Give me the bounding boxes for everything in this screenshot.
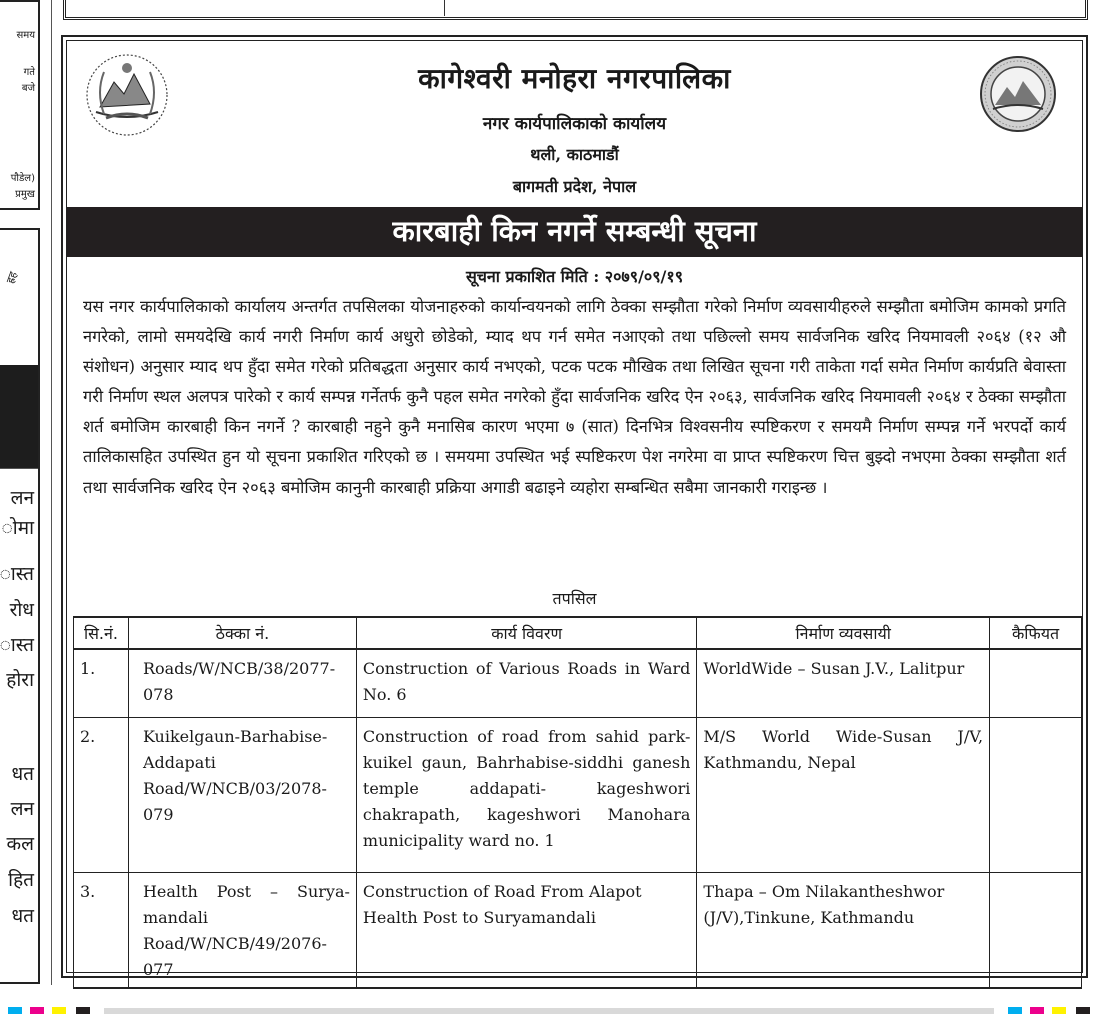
table-row: [74, 872, 1082, 988]
fragment-word: धत: [11, 905, 34, 927]
cell-contract-no: Kuikelgaun-Barhabise-Addapati Road/W/NCB/03/2078-079: [128, 717, 356, 872]
fragment-text: ह्रह: [3, 269, 20, 286]
cyan-mark: [8, 1007, 22, 1014]
table-row: [74, 649, 1082, 717]
column-header-remarks: कैफियत: [990, 617, 1082, 649]
cell-sn: 1.: [74, 649, 129, 717]
cell-contractor: WorldWide – Susan J.V., Lalitpur: [697, 649, 990, 717]
divider: [444, 0, 445, 16]
adjacent-column-clipped: [0, 0, 52, 985]
notice-title: कारबाही किन नगर्ने सम्बन्धी सूचना: [67, 207, 1082, 257]
fragment-word: लन: [10, 798, 34, 820]
fragment-word: धत: [11, 763, 34, 785]
public-notice: [61, 35, 1088, 978]
adjacent-notice-box: [0, 0, 40, 210]
cell-contract-no: Roads/W/NCB/38/2077-078: [128, 649, 356, 717]
published-date: सूचना प्रकाशित मिति : २०७९/०९/१९: [465, 267, 684, 286]
cell-contract-no: Health Post – Surya-mandali Road/W/NCB/49/2076-077: [128, 872, 356, 988]
dark-banner: [0, 365, 40, 468]
divider: [0, 468, 40, 469]
fragment-text: समय: [16, 30, 35, 41]
column-header-description: कार्य विवरण: [356, 617, 697, 649]
adjacent-article-box: [0, 228, 40, 984]
column-header-contract-no: ठेक्का नं.: [128, 617, 356, 649]
fragment-word: लन: [10, 487, 34, 509]
office-name: नगर कार्यपालिकाको कार्यालय: [482, 114, 667, 134]
fragment-word: ास्त: [0, 634, 34, 656]
table-header-row: [74, 617, 1082, 649]
cell-description: Construction of Road From Alapot Health Post to Suryamandali: [356, 872, 697, 988]
yellow-mark: [1052, 1007, 1066, 1014]
fragment-word: होरा: [6, 669, 34, 691]
cell-description: Construction of Various Roads in Ward No. 6: [356, 649, 697, 717]
print-registration-marks: [0, 1004, 1118, 1014]
fragment-word: रोध: [9, 599, 34, 621]
gray-bar: [104, 1008, 994, 1014]
notice-body: यस नगर कार्यपालिकाको कार्यालय अन्तर्गत तपसिलका योजनाहरुको कार्यान्वयनको लागि ठेक्का सम्झौता गरेको निर्माण व्यवसायीहरुले सम्झौता बमोजिम कामको प्रगति नगरेको, लामो समयदेखि कार्य नगरी निर्माण कार्य अधुरो छोडेको, म्याद थप गर्न समेत नआएको तथा पछिल्लो समय सार्वजनिक खरिद नियमावली २०६४ (१२ औ संशोधन) अनुसार म्याद थप हुँदा समेत गरेको प्रतिबद्धता अनुसार कार्य नभएको, पटक पटक मौखिक तथा लिखित सूचना गरी ताकेता गर्दा समेत निर्माण कार्यप्रति बेवास्ता गरी निर्माण स्थल अलपत्र पारेको र कार्य सम्पन्न गर्नेतर्फ कुनै पहल समेत नगरेको हुँदा सार्वजनिक खरिद ऐन २०६३, सार्वजनिक खरिद नियमावली २०६४ र ठेक्का सम्झौता शर्त बमोजिम कारबाही किन नगर्ने ? कारबाही नहुने कुनै मनासिब कारण भएमा ७ (सात) दिनभित्र विश्वसनीय स्पष्टिकरण र समयमै निर्माण सम्पन्न गर्ने भरपर्दो कार्य तालिकासहित उपस्थित हुन यो सूचना प्रकाशित गरिएको छ । समयमा उपस्थित भई स्पष्टिकरण पेश नगरेमा वा प्राप्त स्पष्टिकरण चित्त बुझ्दो नभएमा ठेक्का सम्झौता शर्त तथा सार्वजनिक खरिद ऐन २०६३ बमोजिम कानुनी कारबाही प्रक्रिया अगाडी बढाइने व्यहोरा सम्बन्धित सबैमा जानकारी गराइन्छ ।: [83, 297, 1066, 497]
table-caption: तपसिल: [552, 589, 597, 608]
fragment-word: ास्त: [0, 563, 34, 585]
cell-remarks: [990, 717, 1082, 872]
fragment-text: बजे: [21, 83, 35, 94]
cell-contractor: M/S World Wide-Susan J/V, Kathmandu, Nepal: [697, 717, 990, 872]
cyan-mark: [1008, 1007, 1022, 1014]
municipality-name: कागेश्वरी मनोहरा नगरपालिका: [418, 62, 731, 95]
column-header-contractor: निर्माण व्यवसायी: [697, 617, 990, 649]
cell-remarks: [990, 872, 1082, 988]
cell-remarks: [990, 649, 1082, 717]
fragment-word: ोमा: [1, 517, 34, 539]
previous-notice-bottom-edge: [63, 0, 1088, 20]
fragment-text: प्रमुख: [15, 189, 35, 200]
column-header-sn: सि.नं.: [74, 617, 129, 649]
magenta-mark: [30, 1007, 44, 1014]
fragment-word: कल: [6, 833, 34, 855]
notice-frame: [66, 40, 1083, 979]
fragment-text: गते: [23, 67, 35, 78]
yellow-mark: [52, 1007, 66, 1014]
black-mark: [76, 1007, 90, 1014]
cell-contractor: Thapa – Om Nilakantheshwor (J/V),Tinkune, Kathmandu: [697, 872, 990, 988]
cell-sn: 2.: [74, 717, 129, 872]
cell-description: Construction of road from sahid park-kuikel gaun, Bahrhabise-siddhi ganesh temple addapati- kageshwori chakrapath, kageshwori Manohara municipality ward no. 1: [356, 717, 697, 872]
black-mark: [1076, 1007, 1090, 1014]
contracts-table: [73, 616, 1082, 989]
fragment-text: पौडेल): [10, 173, 35, 184]
fragment-word: हित: [8, 869, 34, 891]
magenta-mark: [1030, 1007, 1044, 1014]
cell-sn: 3.: [74, 872, 129, 988]
table-row: [74, 717, 1082, 872]
province-name: बागमती प्रदेश, नेपाल: [512, 177, 637, 196]
office-address: थली, काठमाडौं: [530, 145, 619, 164]
